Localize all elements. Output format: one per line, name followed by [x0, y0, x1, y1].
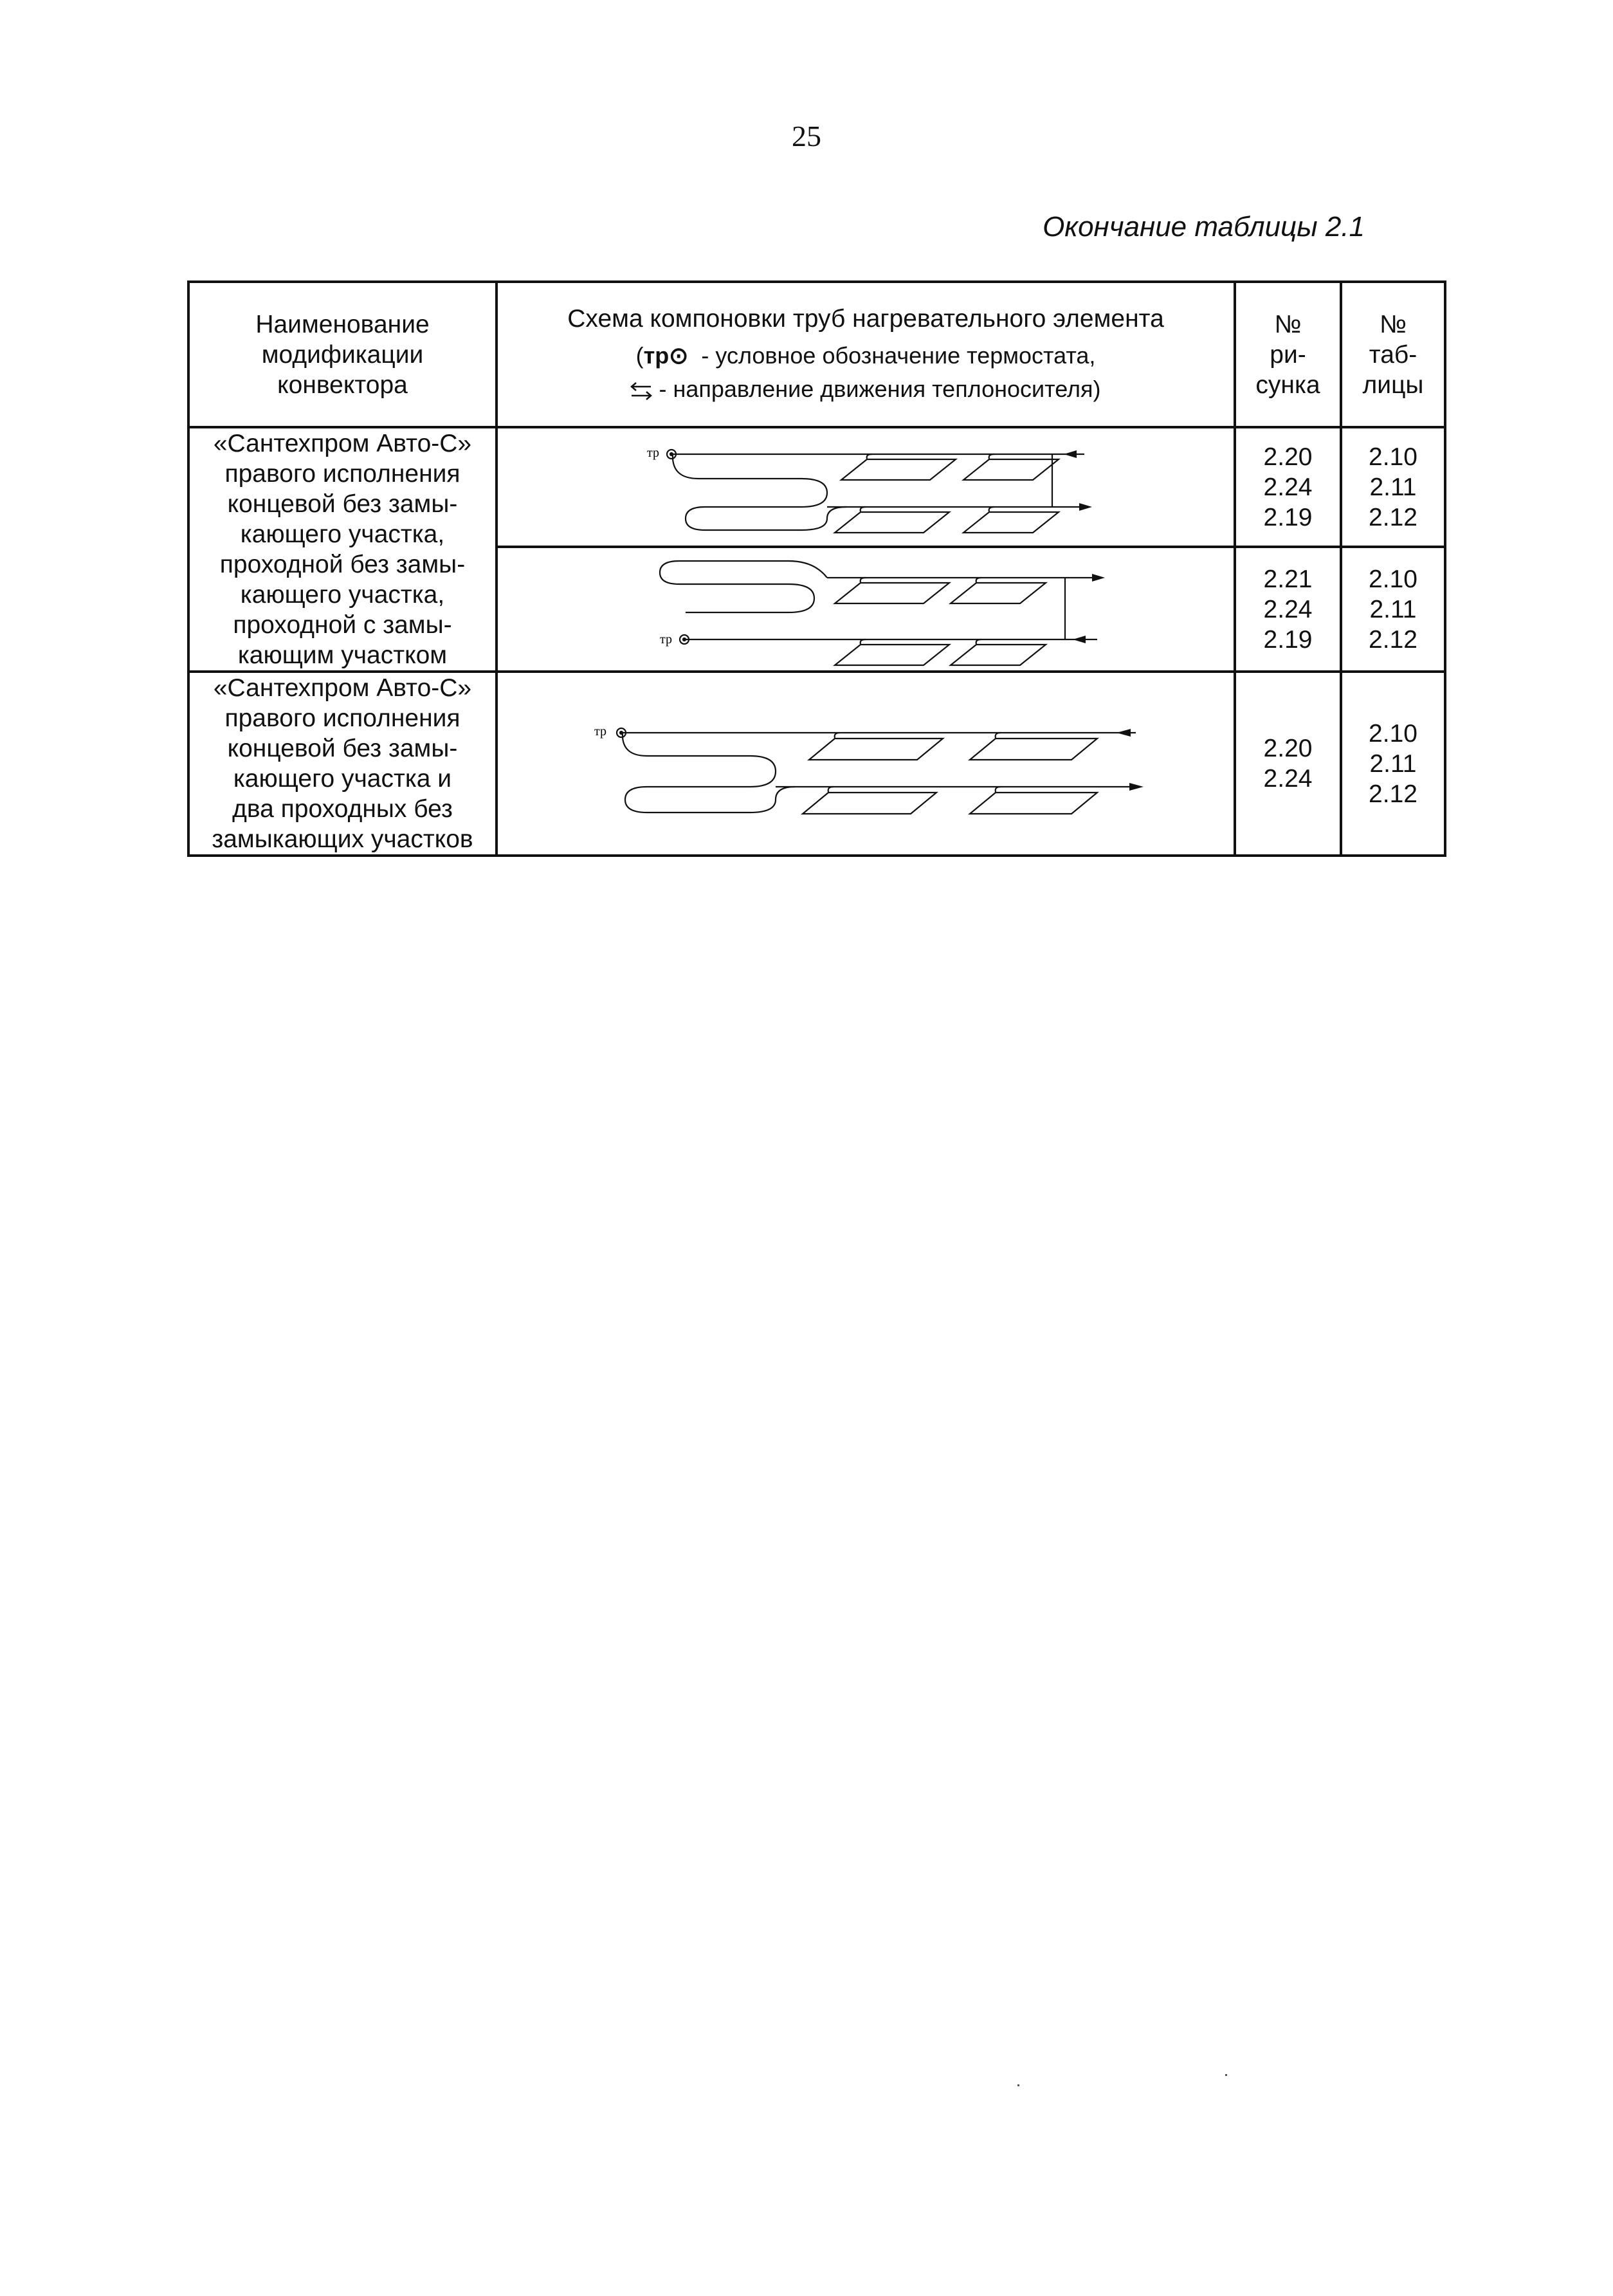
scheme-b	[498, 548, 1234, 670]
header-figure-no: № ри- сунка	[1235, 282, 1341, 427]
pipe-scheme-diagram	[634, 428, 1097, 546]
flow-direction-icon	[630, 381, 652, 400]
row1-schemes	[497, 427, 1235, 672]
row2-name: «Сантехпром Авто-С» правого исполнения концевой без замы- кающего участка и два проходных без замыкающих участков	[188, 672, 497, 856]
scheme-a	[498, 428, 1234, 548]
scan-speck	[1225, 2074, 1227, 2076]
svg-text:тр: тр	[660, 632, 672, 647]
scan-speck	[1017, 2084, 1019, 2086]
pipe-scheme-diagram	[621, 548, 1110, 670]
row2-figures: 2.20 2.24	[1235, 672, 1341, 856]
modification-table	[187, 280, 1446, 857]
legend-flow: - направление движения теплоносителя)	[498, 372, 1234, 406]
table-caption: Окончание таблицы 2.1	[1043, 211, 1365, 243]
row1-figures: 2.20 2.24 2.19 2.21 2.24 2.19	[1235, 427, 1341, 672]
svg-text:тр: тр	[647, 446, 659, 460]
thermostat-symbol: тр⊙	[643, 342, 689, 369]
row2-scheme	[497, 672, 1235, 856]
header-scheme	[497, 282, 1235, 427]
header-table-no: № таб- лицы	[1341, 282, 1445, 427]
pipe-scheme-diagram	[583, 699, 1149, 828]
table-row	[188, 672, 1445, 856]
svg-text:тр: тр	[594, 724, 606, 739]
header-name: Наименование модификации конвектора	[188, 282, 497, 427]
scheme-title: Схема компоновки труб нагревательного элемента	[567, 304, 1164, 333]
row1-name: «Сантехпром Авто-С» правого исполнения концевой без замы- кающего участка, проходной без замы- кающего участка, проходной с замы- кающим участком	[188, 427, 497, 672]
page-number: 25	[792, 120, 821, 152]
table-row	[188, 427, 1445, 672]
legend-thermostat: (тр⊙ - условное обозначение термостата,	[635, 342, 1096, 369]
row1-tables: 2.10 2.11 2.12 2.10 2.11 2.12	[1341, 427, 1445, 672]
table-header-row	[188, 282, 1445, 427]
row2-tables: 2.10 2.11 2.12	[1341, 672, 1445, 856]
